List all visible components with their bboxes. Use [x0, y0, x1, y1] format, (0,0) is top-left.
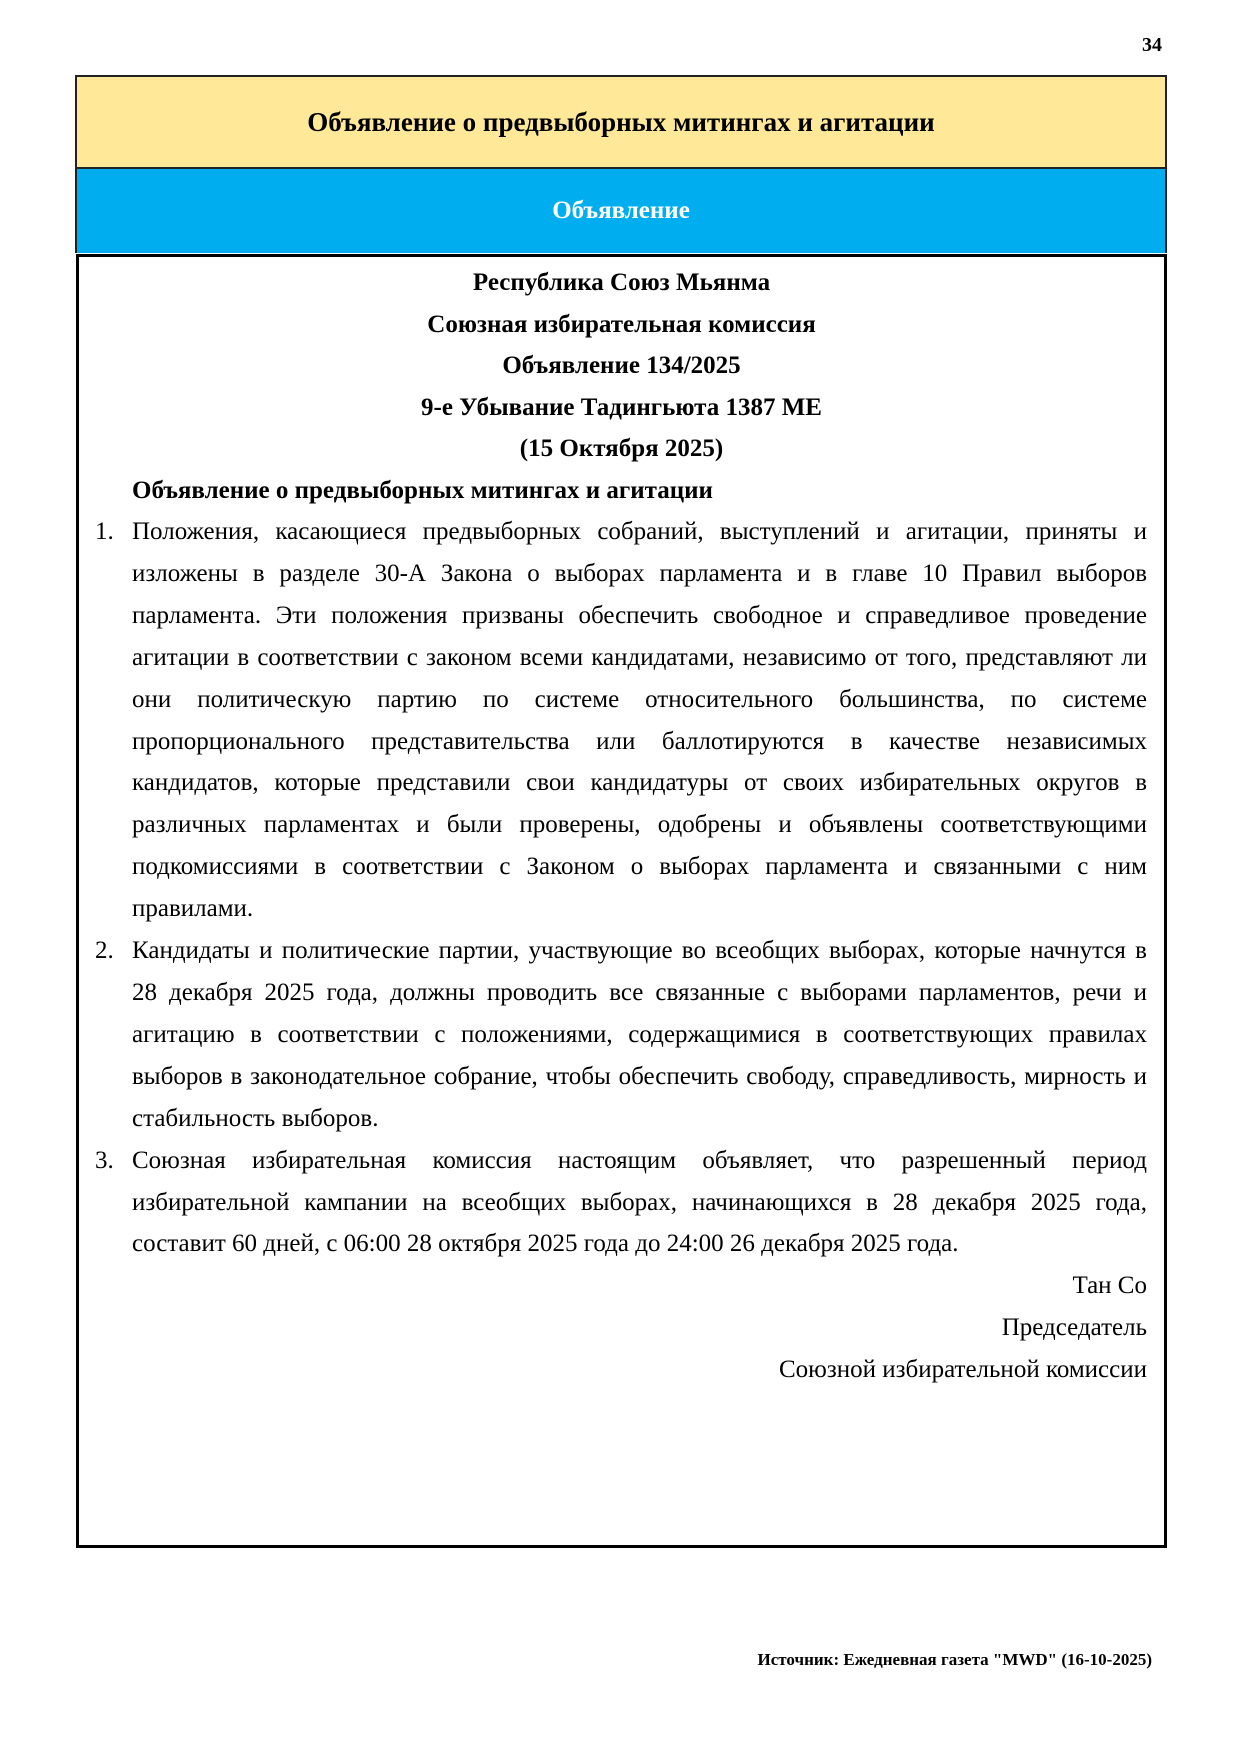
- document-heading: [79, 257, 1164, 470]
- signatory-title: Председатель: [1001, 1314, 1147, 1342]
- page-number: 34: [1142, 34, 1162, 56]
- source-citation: Источник: Ежедневная газета "MWD" (16-10-2025): [757, 1650, 1152, 1669]
- list-item: [79, 511, 1164, 930]
- announcement-items: [79, 511, 1164, 1265]
- signature-block: [79, 1265, 1164, 1391]
- heading-line-announcement-number: Объявление 134/2025: [502, 352, 741, 379]
- heading-line-country: Республика Союз Мьянма: [472, 269, 771, 296]
- document-subtitle: Объявление о предвыборных митингах и агитации: [132, 476, 713, 504]
- item-number: 2.: [95, 937, 114, 965]
- item-text: Положения, касающиеся предвыборных собраний, выступлений и агитации, приняты и изложены в разделе 30-А Закона о выборах парламента и в главе 10 Правил выборов парламента. Эти положения призваны обеспечить свободное и справедливое проведение агитации в соответствии с законом всеми кандидатами, независимо от того, представляют ли они политическую партию по системе относительного большинства, по системе пропорционального представительства или баллотируются в качестве независимых кандидатов, которые представили свои кандидатуры от своих избирательных округов в различных парламентах и были проверены, одобрены и объявлены соответствующими подкомиссиями в соответствии с Законом о выборах парламента и связанными с ним правилами.: [132, 518, 1147, 923]
- announcement-body: [76, 254, 1167, 1548]
- item-text: Кандидаты и политические партии, участвующие во всеобщих выборах, которые начнутся в 28 декабря 2025 года, должны проводить все связанные с выборами парламентов, речи и агитацию в соответствии с положениями, содержащимися в соответствующих правилах выборов в законодательное собрание, чтобы обеспечить свободу, справедливость, мирность и стабильность выборов.: [132, 937, 1147, 1132]
- list-item: [79, 1140, 1164, 1266]
- heading-line-date: (15 Октября 2025): [519, 435, 724, 462]
- list-item: [79, 930, 1164, 1140]
- banner-subtitle: Объявление: [77, 169, 1165, 253]
- banner-title: Объявление о предвыборных митингах и агитации: [77, 77, 1165, 169]
- heading-line-commission: Союзная избирательная комиссия: [427, 310, 816, 338]
- item-text: Союзная избирательная комиссия настоящим объявляет, что разрешенный период избирательной кампании на всеобщих выборах, начинающихся в 28 декабря 2025 года, составит 60 дней, с 06:00 28 октября 2025 года до 24:00 26 декабря 2025 года.: [132, 1146, 1147, 1258]
- signatory-name: Тан Со: [1072, 1272, 1147, 1300]
- item-number: 1.: [95, 518, 114, 545]
- item-number: 3.: [95, 1146, 114, 1174]
- announcement-banner: [75, 75, 1167, 253]
- heading-line-myanmar-date: 9-е Убывание Тадингьюта 1387 ME: [421, 393, 822, 421]
- signatory-organization: Союзной избирательной комиссии: [779, 1356, 1147, 1384]
